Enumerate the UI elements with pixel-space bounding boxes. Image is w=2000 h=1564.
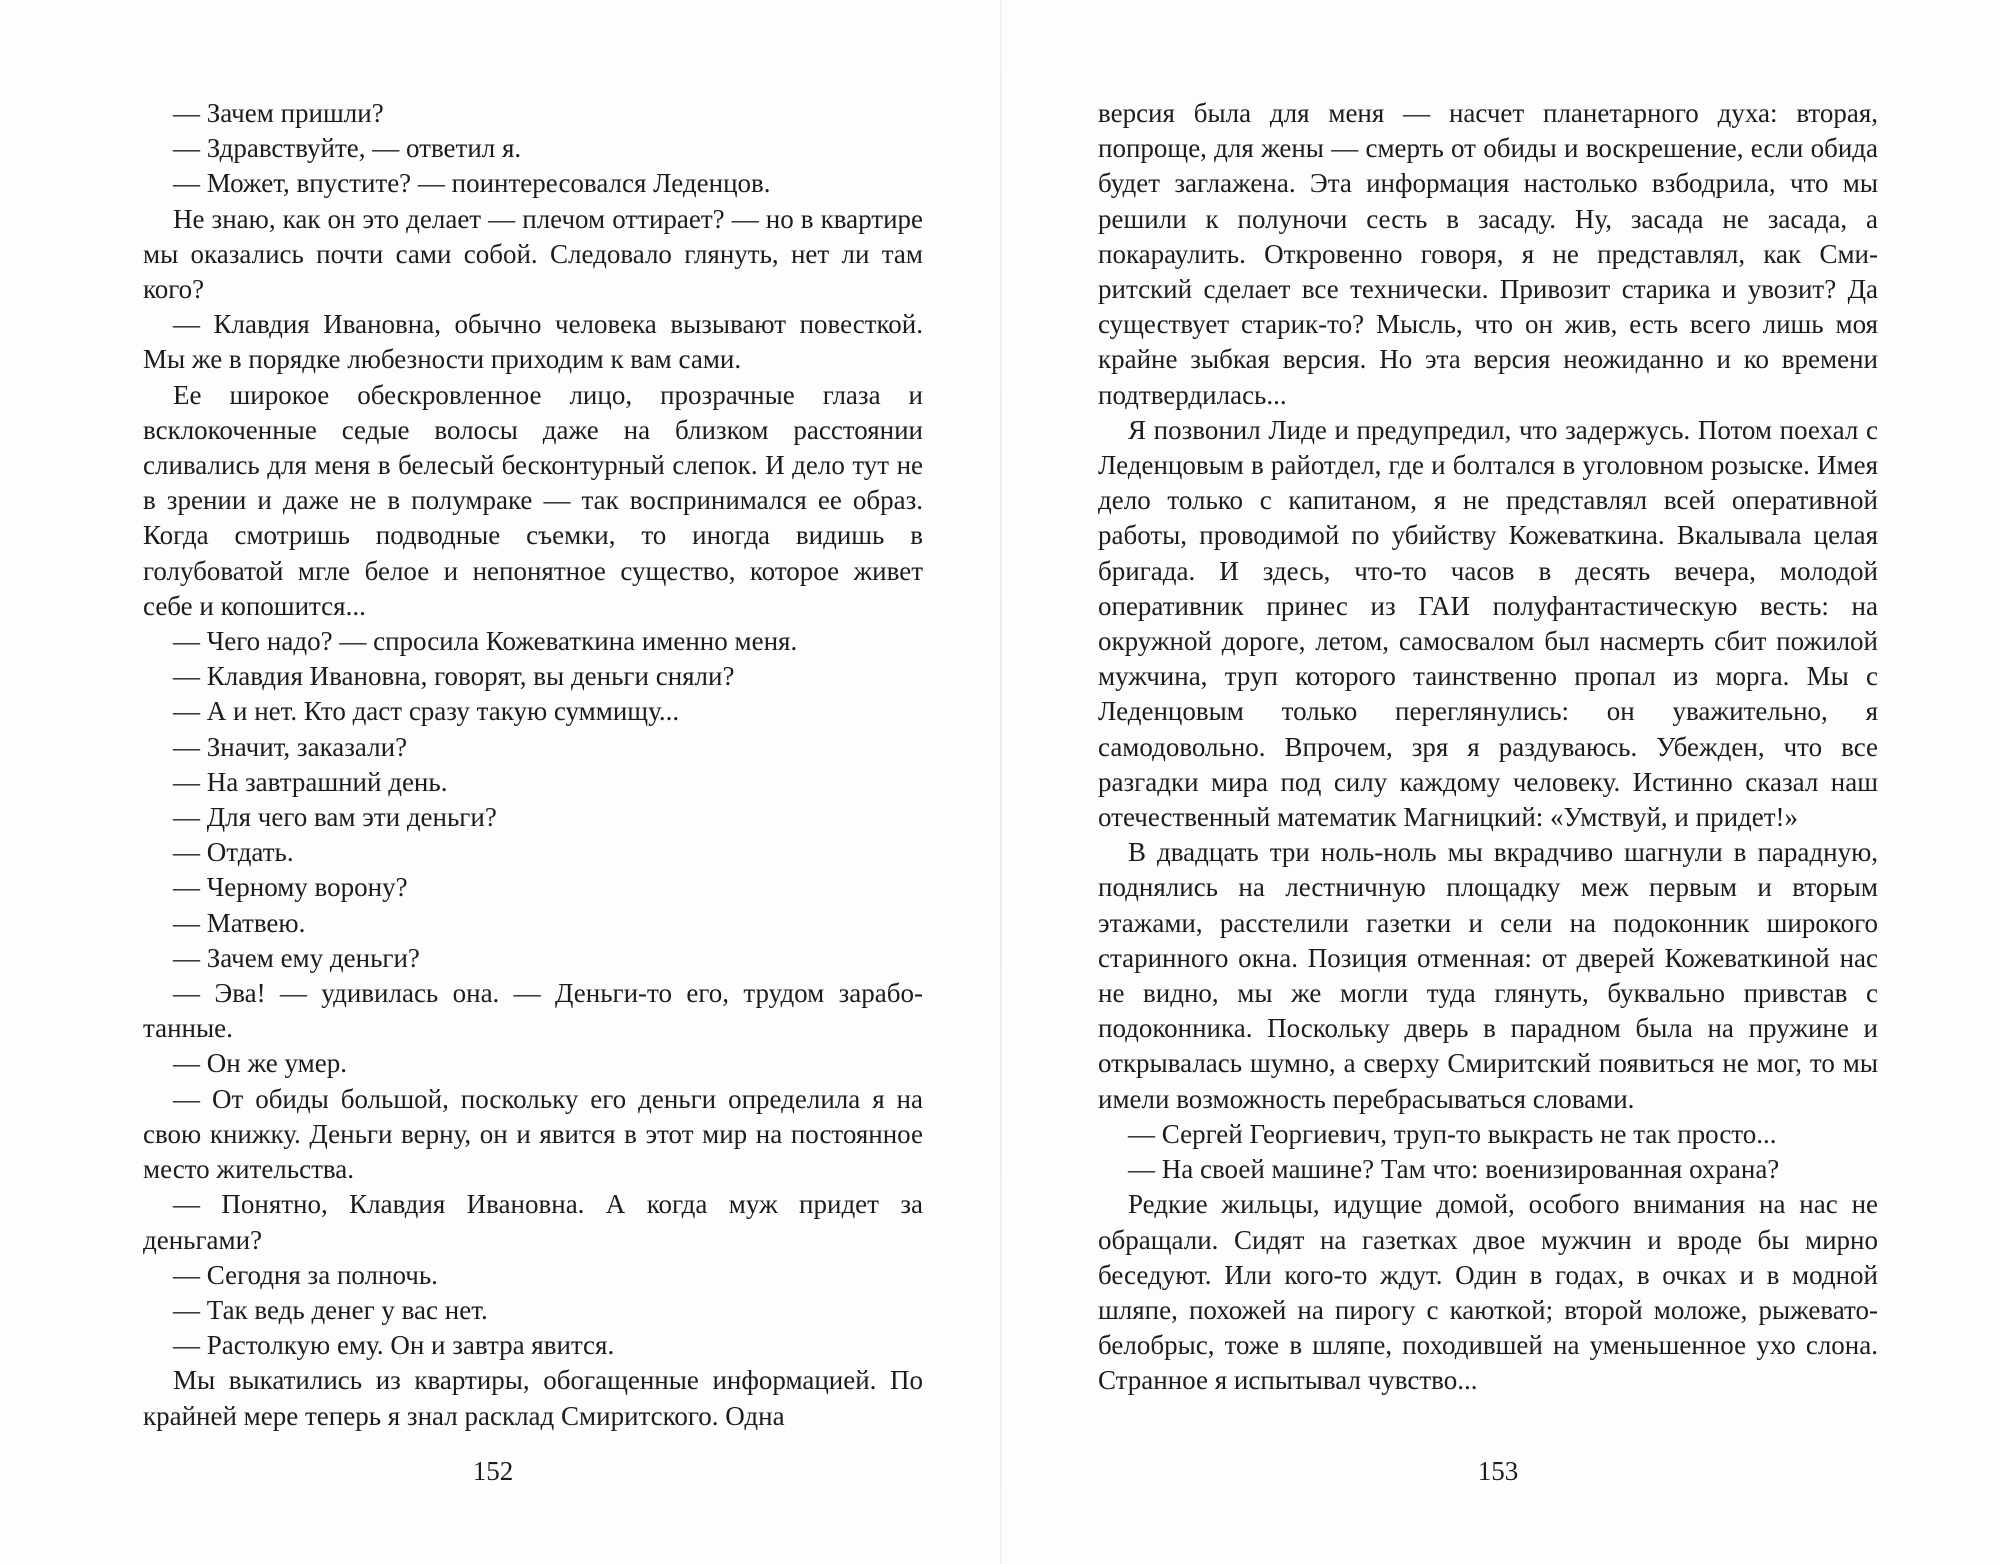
continued-paragraph: версия была для меня — насчет планетарного духа: вторая, попроще, для жены — смерть от обиды и воскрешение, если обида будет заглажена. Эта информация настолько взбодрила, что мы решили к полуночи сесть в засаду. Ну, засада не засада, а покараулить. Откровенно говоря, я не представлял, как Смиритский сделает все технически. Привозит старика и увозит? Да существует старик-то? Мысль, что он жив, есть всего лишь моя крайне зыбкая версия. Но эта версия неожиданно и ко времени подтвердилась... <box>1098 98 1878 410</box>
paragraph: — Так ведь денег у вас нет. <box>173 1294 488 1325</box>
paragraph: Я позвонил Лиде и предупредил, что задержусь. Потом поехал с Леденцовым в райотдел, где и болтался в уголовном розыске. Имея дело только с капитаном, я не представлял всей оперативной работы, проводимой по убийству Кожеваткина. Вкалывала целая бригада. И здесь, что-то часов в десять вечера, молодой оперативник принес из ГАИ полуфантастическую весть: на окружной дороге, летом, самосвалом был насмерть сбит пожилой мужчина, труп которого таинственно пропал из морга. Мы с Леденцовым только переглянулись: он уважительно, я самодовольно. Впрочем, зря я раздуваюсь. Убежден, что все разгадки мира под силу каждому человеку. Истинно сказал наш отечественный математик Магницкий: «Умствуй, и придет!» <box>1098 414 1878 833</box>
paragraph: Редкие жильцы, идущие домой, особого внимания на нас не обращали. Сидят на газетках двое мужчин и вроде бы мирно беседуют. Или кого-то ждут. Один в годах, в очках и в модной шляпе, похожей на пирогу с каюткой; второй моложе, рыжевато-белобрыс, тоже в шляпе, походившей на уменьшенное ухо слона. Странное я испытывал чувство... <box>1098 1189 1878 1396</box>
paragraph: — Сергей Георгиевич, труп-то выкрасть не так просто... <box>1128 1118 1777 1149</box>
paragraph: В двадцать три ноль-ноль мы вкрадчиво шагнули в парадную, поднялись на лестничную площадку меж первым и вторым этажами, расстелили газетки и сели на подоконник широкого старинного окна. Позиция отменная: от дверей Кожеваткиной нас не видно, мы же могли туда глянуть, буквально привстав с подоконника. Поскольку дверь в парадном была на пружине и открывалась шумно, а сверху Смиритский появиться не мог, то мы имели возможность перебрасываться словами. <box>1098 837 1878 1114</box>
paragraph: — Значит, заказали? <box>173 731 408 762</box>
right-page <box>1098 96 1878 1399</box>
paragraph: — Зачем пришли? <box>173 98 384 128</box>
paragraph: Мы выкатились из квартиры, обогащенные информацией. По крайней мере теперь я знал расклад Смиритского. Одна <box>143 1365 923 1431</box>
paragraph: — Сегодня за полночь. <box>173 1259 438 1290</box>
paragraph: — А и нет. Кто даст сразу такую суммищу... <box>173 696 680 727</box>
paragraph: — Может, впустите? — поинтересовался Леденцов. <box>173 168 771 199</box>
left-page-text <box>143 96 923 1434</box>
paragraph: — Клавдия Ивановна, говорят, вы деньги сняли? <box>173 661 735 692</box>
paragraph: — Растолкую ему. Он и завтра явится. <box>173 1330 615 1361</box>
paragraph: — На своей машине? Там что: военизированная охрана? <box>1128 1154 1780 1185</box>
page-number-right: 153 <box>1477 1456 1519 1486</box>
left-page <box>143 96 923 1434</box>
page-number-left: 152 <box>472 1456 514 1486</box>
paragraph: — На завтрашний день. <box>173 766 448 797</box>
paragraph: — Эва! — удивилась она. — Деньги-то его, трудом заработанные. <box>143 978 923 1044</box>
paragraph: — Клавдия Ивановна, обычно человека вызывают повесткой. Мы же в порядке любезности приходим к вам сами. <box>143 309 923 375</box>
paragraph: — Зачем ему деньги? <box>173 942 420 973</box>
paragraph: — Матвею. <box>173 907 306 938</box>
paragraph: — Черному ворону? <box>173 872 408 903</box>
paragraph: — Отдать. <box>173 837 294 868</box>
paragraph: Ее широкое обескровленное лицо, прозрачные глаза и всклокоченные седые волосы даже на близком расстоянии сливались для меня в белесый бесконтурный слепок. И дело тут не в зрении и даже не в полумраке — так воспринимался ее образ. Когда смотришь подводные съемки, то иногда видишь в голубоватой мгле белое и непонятное существо, которое живет себе и копошится... <box>143 379 923 621</box>
paragraph: — От обиды большой, поскольку его деньги определила я на свою книжку. Деньги верну, он и явится в этот мир на постоянное место жительства. <box>143 1083 923 1185</box>
paragraph: — Чего надо? — спросила Кожеваткина именно меня. <box>173 626 798 657</box>
book-gutter <box>1000 0 1002 1564</box>
paragraph: — Для чего вам эти деньги? <box>173 802 497 833</box>
right-page-text <box>1098 96 1878 1399</box>
paragraph: Не знаю, как он это делает — плечом оттирает? — но в квартире мы оказались почти сами собой. Следовало глянуть, нет ли там кого? <box>143 203 923 305</box>
paragraph: — Он же умер. <box>173 1048 347 1079</box>
paragraph: — Здравствуйте, — ответил я. <box>173 133 522 164</box>
paragraph: — Понятно, Клавдия Ивановна. А когда муж придет за деньгами? <box>143 1189 923 1255</box>
